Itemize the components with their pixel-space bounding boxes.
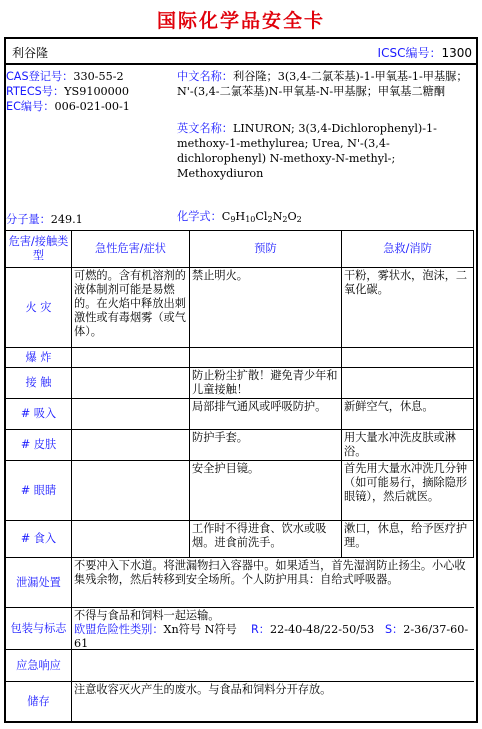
row-prevention	[190, 348, 342, 368]
row-type: 爆 炸	[6, 348, 72, 368]
header-prevention: 预防	[190, 231, 342, 268]
row-type: # 吸入	[6, 399, 72, 430]
row-hazard	[72, 348, 190, 368]
row-prevention: 局部排气通风或呼吸防护。	[190, 399, 342, 430]
storage-label: 储存	[6, 682, 72, 721]
row-prevention: 安全护目镜。	[190, 461, 342, 521]
formula-subscript: 2	[296, 215, 302, 224]
en-name-label: 英文名称：	[177, 122, 233, 135]
formula-element: C	[221, 210, 231, 223]
s-phrase-value: 2-36/37-60-61	[74, 623, 469, 650]
header-acute-hazard: 急性危害/症状	[72, 231, 190, 268]
chemical-formula	[177, 209, 302, 227]
formula-element: H	[235, 210, 246, 223]
row-prevention: 防护手套。	[190, 430, 342, 461]
rtecs-label: RTECS号：	[6, 85, 65, 98]
header-hazard-type: 危害/接触类型	[6, 231, 72, 268]
row-first-aid: 新鲜空气，休息。	[342, 399, 474, 430]
emergency-text	[72, 650, 474, 682]
en-name	[177, 121, 473, 181]
cn-name-label: 中文名称：	[177, 70, 233, 83]
row-first-aid	[342, 368, 474, 399]
row-hazard	[72, 430, 190, 461]
formula-subscript: 2	[267, 215, 273, 224]
header-first-aid: 急救/消防	[342, 231, 474, 268]
packaging-classification	[74, 623, 472, 650]
icsc-label: ICSC编号：	[377, 46, 442, 60]
formula-label: 化学式：	[177, 210, 222, 223]
r-phrase-label: R：	[251, 623, 270, 636]
formula-element: Cl	[255, 210, 268, 223]
row-hazard: 可燃的。含有机溶剂的液体制剂可能是易燃的。在火焰中释放出刺激性或有毒烟雾（或气体）。	[72, 268, 190, 348]
row-type: 火 灾	[6, 268, 72, 348]
row-type: # 皮肤	[6, 430, 72, 461]
storage-text: 注意收容灭火产生的废水。与食品和饲料分开存放。	[74, 683, 332, 696]
formula-element: O	[287, 210, 297, 223]
mw-label: 分子量：	[6, 213, 51, 226]
card-header	[6, 39, 476, 65]
cas-label: CAS登记号：	[6, 70, 74, 83]
spill-label: 泄漏处置	[6, 558, 72, 608]
icsc-number	[378, 44, 472, 61]
rtecs-value: YS9100000	[64, 85, 130, 98]
row-hazard	[72, 368, 190, 399]
page-title: 国际化学品安全卡	[156, 10, 325, 32]
registry-numbers	[6, 69, 176, 114]
formula-subscript: 9	[230, 215, 236, 224]
names	[177, 69, 473, 181]
row-hazard	[72, 521, 190, 558]
emergency-label: 应急响应	[6, 650, 72, 682]
row-type: 接 触	[6, 368, 72, 399]
row-first-aid: 干粉，雾状水，泡沫，二氧化碳。	[342, 268, 474, 348]
mw-value: 249.1	[50, 213, 83, 226]
formula-subscript: 2	[282, 215, 288, 224]
en-name-value: LINURON; 3(3,4-Dichlorophenyl)-1-methoxy-1-methylurea; Urea, N'-(3,4-dichlorophenyl) N-methoxy-N-methyl-; Methoxydiuron	[177, 122, 437, 180]
packaging-text	[72, 608, 474, 650]
r-phrase-value: 22-40-48/22-50/53	[269, 623, 385, 636]
chemical-name: 利谷隆	[12, 46, 49, 60]
cas-value: 330-55-2	[73, 70, 124, 83]
ec-label: EC编号：	[6, 100, 55, 113]
hazard-table	[6, 231, 476, 721]
spill-text: 不要冲入下水道。将泄漏物扫入容器中。如果适当，首先湿润防止扬尘。小心收集残余物，然后转移到安全场所。个人防护用具：自给式呼吸器。	[72, 558, 474, 608]
molecular-weight	[6, 212, 83, 227]
s-phrase-label: S：	[384, 623, 404, 636]
row-prevention: 工作时不得进食、饮水或吸烟。进食前洗手。	[190, 521, 342, 558]
row-first-aid: 首先用大量水冲洗几分钟（如可能易行，摘除隐形眼镜），然后就医。	[342, 461, 474, 521]
formula-element: N	[272, 210, 283, 223]
rtecs-line	[6, 84, 176, 99]
row-first-aid: 用大量水冲洗皮肤或淋浴。	[342, 430, 474, 461]
row-prevention: 禁止明火。	[190, 268, 342, 348]
cas-line	[6, 69, 176, 84]
ec-line	[6, 99, 176, 114]
row-type: # 眼睛	[6, 461, 72, 521]
eu-class-value: Xn符号 N符号	[163, 623, 252, 636]
packaging-line: 不得与食品和饲料一起运输。	[74, 609, 220, 622]
row-first-aid	[342, 348, 474, 368]
cn-name	[177, 69, 473, 99]
cn-name-value: 利谷隆；3(3,4-二氯苯基)-1-甲氧基-1-甲基脲；N'-(3,4-二氯苯基)N-甲氧基-N-甲基脲；甲氧基二糖酮	[177, 70, 468, 98]
row-type: # 食入	[6, 521, 72, 558]
row-first-aid: 漱口，休息，给予医疗护理。	[342, 521, 474, 558]
icsc-value: 1300	[441, 46, 472, 60]
packaging-label: 包装与标志	[6, 608, 72, 650]
eu-class-label: 欧盟危险性类别：	[74, 623, 164, 636]
row-hazard	[72, 399, 190, 430]
formula-value	[222, 210, 302, 223]
ec-value: 006-021-00-1	[54, 100, 130, 113]
row-prevention: 防止粉尘扩散！避免青少年和儿童接触！	[190, 368, 342, 399]
identification-block	[6, 66, 474, 231]
formula-subscript: 10	[245, 215, 256, 224]
row-hazard	[72, 461, 190, 521]
